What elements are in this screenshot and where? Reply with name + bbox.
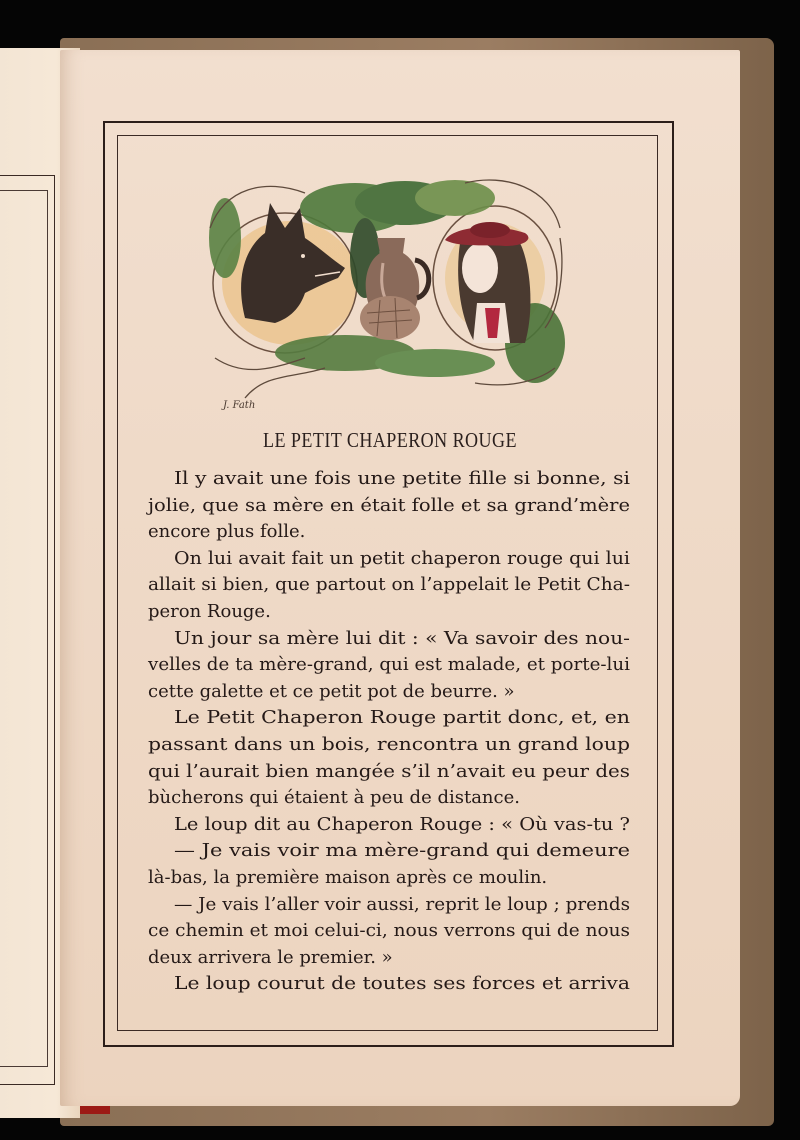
story-title: LE PETIT CHAPERON ROUGE <box>263 428 517 452</box>
text-line: Un jour sa mère lui dit : « Va savoir des nou- <box>174 627 630 649</box>
text-line: bùcherons qui étaient à peu de distance. <box>148 787 520 809</box>
galette-icon <box>360 296 420 340</box>
text-line: qui l’aurait bien mangée s’il n’avait eu peur des <box>148 760 630 782</box>
text-line: peron Rouge. <box>148 600 271 622</box>
text-line: ce chemin et moi celui-ci, nous verrons qui de nous <box>148 920 630 942</box>
text-line: Le loup dit au Chaperon Rouge : « Où vas-tu ? <box>174 813 630 835</box>
text-line: Le Petit Chaperon Rouge partit donc, et, en <box>174 707 630 729</box>
illustration-vignette <box>205 168 570 413</box>
left-page-frame-inner <box>0 190 48 1067</box>
text-line: cette galette et ce petit pot de beurre. » <box>148 680 515 702</box>
text-line: là-bas, la première maison après ce moulin. <box>148 866 548 888</box>
text-line: deux arrivera le premier. » <box>148 946 393 968</box>
text-line: — Je vais voir ma mère-grand qui demeure <box>174 840 630 862</box>
text-line: On lui avait fait un petit chaperon rouge qui lui <box>174 547 630 569</box>
text-line: — Je vais l’aller voir aussi, reprit le loup ; prends <box>174 893 630 915</box>
text-line: encore plus folle. <box>148 521 306 543</box>
text-line: Il y avait une fois une petite fille si bonne, si <box>174 468 630 489</box>
text-line: jolie, que sa mère en était folle et sa grand’mère <box>148 494 630 516</box>
text-line: allait si bien, que partout on l’appelait le Petit Cha- <box>148 574 630 596</box>
story-text <box>148 466 630 998</box>
text-line: passant dans un bois, rencontra un grand loup <box>148 733 630 755</box>
text-line: velles de ta mère-grand, qui est malade, et porte-lui <box>148 654 630 676</box>
illustrator-signature: J. Fath <box>223 400 256 411</box>
text-line: Le loup courut de toutes ses forces et arriva <box>174 973 630 995</box>
